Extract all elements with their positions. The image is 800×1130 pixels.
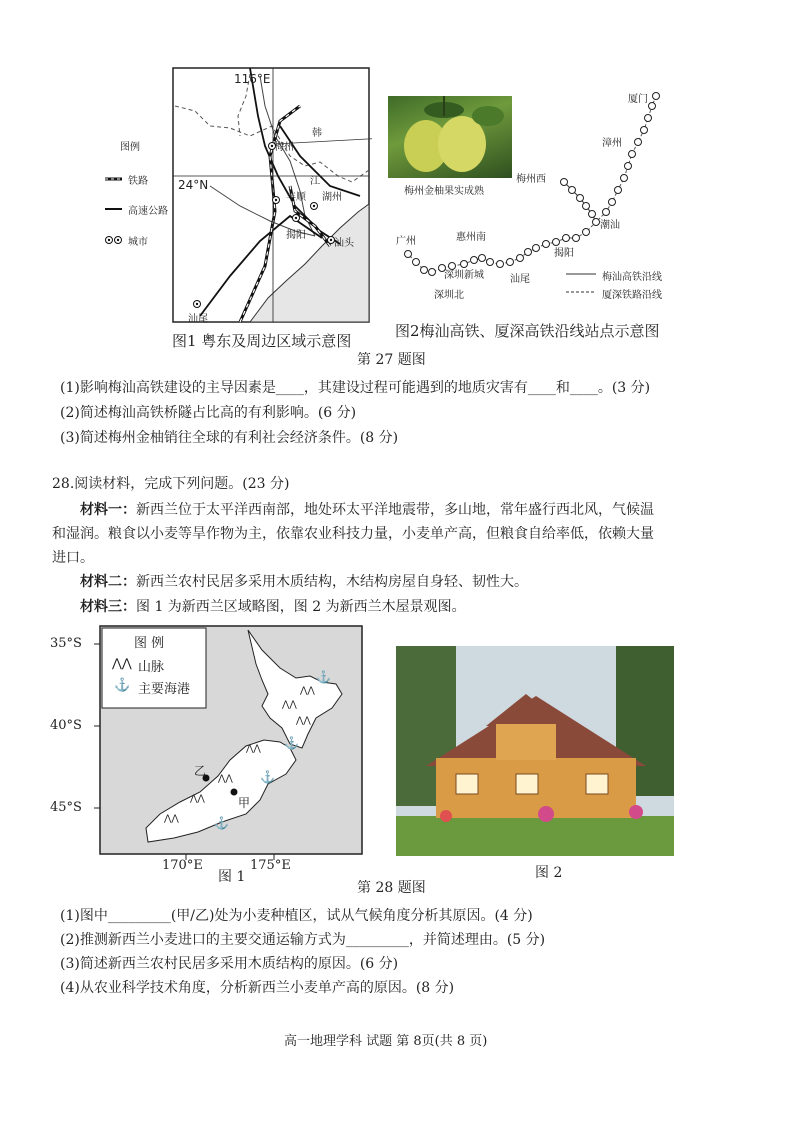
q28-m2-text: 新西兰农村民居多采用木质结构，木结构房屋自身轻、韧性大。 [136, 574, 528, 590]
q28-material-3 [80, 597, 466, 617]
nz-legend-port: 主要海港 [138, 682, 191, 697]
nz-fig1-caption: 图 1 [218, 869, 246, 885]
nz-lat-40: 40°S [50, 718, 82, 733]
fig1-place-shanwei: 汕尾 [188, 314, 208, 325]
station-meizhou-west: 梅州西 [516, 174, 546, 185]
q28-m3-text: 图 1 为新西兰区域略图，图 2 为新西兰木屋景观图。 [136, 599, 466, 615]
nz-legend-mountain: 山脉 [138, 660, 165, 675]
fig2-legend-xiashen: 厦深铁路沿线 [602, 290, 662, 301]
fig1-legend-title: 图例 [120, 142, 140, 153]
mountain-icon: ⋀⋀ [296, 716, 311, 726]
station-chaoshan: 潮汕 [600, 220, 620, 231]
nz-point-jia: 甲 [238, 796, 251, 810]
station-jieyang: 揭阳 [554, 248, 574, 259]
q27-fig1-caption: 图1 粤东及周边区域示意图 [172, 332, 352, 350]
q28-material-1-line3: 进口。 [52, 550, 94, 566]
q27-fig2-rail-diagram [390, 82, 690, 314]
fig1-legend-city: 城市 [128, 237, 148, 248]
mountain-icon: ⋀⋀ [300, 686, 315, 696]
q28-material-1-line1 [80, 500, 654, 520]
fig1-place-chaozhou: 湖州 [322, 192, 342, 203]
fig1-place-jiang: 江 [310, 176, 320, 187]
mountain-icon: ⋀⋀ [112, 656, 132, 670]
fig1-legend-railway: 铁路 [128, 176, 148, 187]
nz-lon-170: 170°E [162, 858, 203, 873]
q28-material-2 [80, 572, 528, 592]
anchor-icon: ⚓ [316, 670, 331, 684]
q28-m3-label: 材料三： [80, 599, 136, 615]
q27-question-3: (3)简述梅州金柚销往全球的有利社会经济条件。(8 分) [60, 430, 399, 446]
q28-heading: 28.阅读材料，完成下列问题。(23 分) [52, 476, 290, 492]
pomelo-photo-caption: 梅州金柚果实成熟 [404, 186, 484, 197]
nz-lon-175: 175°E [250, 858, 291, 873]
q28-material-1-line2: 和湿润。粮食以小麦等旱作物为主，依靠农业科技力量，小麦单产高，但粮食自给率低，依赖大量 [52, 526, 654, 542]
q28-figure-title: 第 28 题图 [357, 880, 426, 896]
q27-question-1: (1)影响梅汕高铁建设的主导因素是____，其建设过程可能遇到的地质灾害有____和____。(3 分) [60, 380, 651, 396]
q28-question-4: (4)从农业科学技术角度，分析新西兰小麦单产高的原因。(8 分) [60, 980, 455, 996]
q28-question-3: (3)简述新西兰农村民居多采用木质结构的原因。(6 分) [60, 956, 399, 972]
station-shenzhen-north: 深圳北 [434, 290, 464, 301]
nz-point-yi: 乙 [194, 764, 207, 778]
anchor-icon: ⚓ [260, 770, 275, 784]
q28-question-2: (2)推测新西兰小麦进口的主要交通运输方式为_________，并简述理由。(5 分) [60, 932, 546, 948]
nz-lat-45: 45°S [50, 800, 82, 815]
fig1-lat-label: 24°N [178, 178, 209, 192]
fig2-legend-meishan: 梅汕高铁沿线 [602, 272, 662, 283]
fig1-place-fengshun: 丰顺 [286, 192, 306, 203]
fig1-legend-highway: 高速公路 [128, 206, 168, 217]
q27-question-2: (2)简述梅汕高铁桥隧占比高的有利影响。(6 分) [60, 405, 357, 421]
anchor-icon: ⚓ [114, 678, 131, 693]
q27-figure-title: 第 27 题图 [357, 352, 426, 368]
mountain-icon: ⋀⋀ [246, 744, 261, 754]
anchor-icon: ⚓ [284, 736, 299, 750]
station-xiamen: 厦门 [628, 94, 648, 105]
mountain-icon: ⋀⋀ [190, 794, 205, 804]
nz-lat-35: 35°S [50, 636, 82, 651]
mountain-icon: ⋀⋀ [164, 814, 179, 824]
q28-question-1: (1)图中_________(甲/乙)处为小麦种植区，试从气候角度分析其原因。(4 分) [60, 908, 533, 924]
mountain-icon: ⋀⋀ [282, 700, 297, 710]
station-huizhou-south: 惠州南 [456, 232, 486, 243]
mountain-icon: ⋀⋀ [218, 774, 233, 784]
q27-fig1-map [100, 66, 372, 324]
station-guangzhou: 广州 [396, 236, 416, 247]
station-shenzhen-xincheng: 深圳新城 [444, 270, 484, 281]
q28-m1-label: 材料一： [80, 502, 136, 518]
q28-nz-map [50, 624, 366, 884]
nz-legend-title: 图 例 [134, 636, 165, 651]
anchor-icon: ⚓ [214, 816, 229, 830]
fig1-lon-label: 116°E [234, 72, 271, 86]
fig1-place-jieyang: 揭阳 [286, 230, 306, 241]
fig1-place-shantou: 汕头 [334, 238, 354, 249]
q28-m1-text-1: 新西兰位于太平洋西南部，地处环太平洋地震带，多山地，常年盛行西北风，气候温 [136, 502, 654, 518]
q28-m2-label: 材料二： [80, 574, 136, 590]
wooden-house-photo [396, 646, 674, 856]
page-footer: 高一地理学科 试题 第 8页(共 8 页) [284, 1034, 488, 1049]
station-zhangzhou: 漳州 [602, 138, 622, 149]
station-shanwei: 汕尾 [510, 274, 530, 285]
q27-fig2-caption: 图2梅汕高铁、厦深高铁沿线站点示意图 [395, 322, 660, 340]
fig1-place-han: 韩 [312, 128, 322, 139]
house-fig2-caption: 图 2 [535, 865, 563, 881]
fig1-place-meizhou: 梅州 [274, 142, 294, 153]
